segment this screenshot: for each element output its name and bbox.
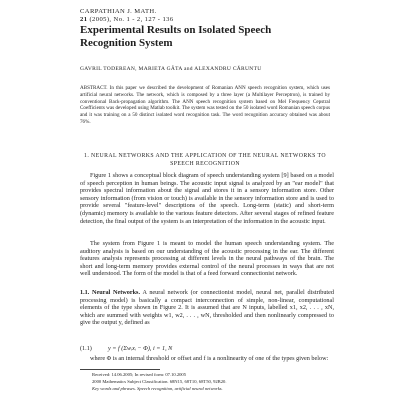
paper-title: Experimental Results on Isolated Speech Recognition System bbox=[80, 24, 272, 49]
journal-name: CARPATHIAN J. MATH. bbox=[80, 8, 157, 15]
paragraph-4: where Φ is an internal threshold or offset and f is a nonlinearity of one of the types given below: bbox=[90, 355, 329, 362]
abstract bbox=[80, 85, 330, 126]
paragraph-2: The system from Figure 1 is meant to model the human speech understanding system. The auditory analysis is based on our understanding of the acoustic processing in the ear. The different features analysis represents processing at different levels in the neural pathways of the brain. The short and long-term memory provides external control of the neural processes in ways that are not well understood. The form of the model is that of a feed forward connectionist network. bbox=[80, 240, 334, 278]
keywords-label: Key words and phrases. bbox=[92, 386, 136, 391]
footnote-rule bbox=[80, 369, 160, 370]
paper-authors: GAVRIL TODEREAN, MARIETA GÂTA and ALEXANDRU CĂRUNTU bbox=[80, 66, 262, 72]
equation-number: (1.1) bbox=[80, 345, 92, 352]
paragraph-3-text: A neural network (or connectionist model, neural net, parallel distributed processing model) is basically a compact interconnection of simple, non-linear, computational elements of the type shown in Figure 2. It is assumed that are N inputs, labelled x1, x2, . . . , xN, which are summed with weights w1, w2, . . . , wN, thresholded and then nonlinearly compressed to give the output y, defined as bbox=[80, 289, 334, 327]
keywords-text: Speech recognition, artificial neural networks. bbox=[135, 386, 223, 391]
journal-volume-number: 21 bbox=[80, 16, 88, 23]
journal-header bbox=[80, 8, 174, 24]
journal-issue-pages: (2005), No. 1 - 2, 127 - 136 bbox=[87, 16, 174, 23]
footnote-received: Received: 14.06.2005; In revised form: 07.10.2005 bbox=[92, 372, 187, 377]
equation-body: y = f (Σwᵢxᵢ − Φ), i = 1, N bbox=[108, 345, 173, 352]
paragraph-1: Figure 1 shows a conceptual block diagram of speech understanding system [9] based on a model of speech perception in human beings. The acoustic input signal is analyzed by an "ear model" that provides spectral information about the signal and stores it in a sensory information store. Other sensory information (from vision or touch) is available in the sensory information store and is used to provide several "feature-level" descriptions of the speech. Long-term (static) and short-term (dynamic) memory is available to the various feature detectors. After several stages of refined feature detection, the final output of the system is an interpretation of the information in the acoustic input. bbox=[80, 172, 334, 225]
abstract-text: In this paper we described the development of Romanian ANN speech recognition system, which uses artificial neural networks. The network, which is composed by a three layer (a Multilayer Perceptron), is trained by conventional Back-propagation algorithm. The ANN speech recognition system based on Mel Frequency Cepstral Coefficients was developed using Matlab toolkit. The system was tested on the 50 isolated word Romanian speech corpus and it was training on a 50 distinct isolated word recognition task. The word recognition accuracy obtained was about 76%. bbox=[80, 85, 330, 125]
paragraph-neural-networks bbox=[80, 289, 334, 327]
abstract-label: ABSTRACT. bbox=[80, 85, 108, 91]
section-heading: 1. NEURAL NETWORKS AND THE APPLICATION OF THE NEURAL NETWORKS TO SPEECH RECOGNITION bbox=[84, 153, 326, 167]
journal-volume bbox=[80, 16, 174, 24]
footnote-keywords bbox=[92, 386, 223, 392]
footnote-msc: 2000 Mathematics Subject Classification. 68N15, 68T10, 68T50, 92B20. bbox=[92, 379, 227, 384]
subsection-label: 1.1. Neural Networks. bbox=[80, 289, 141, 296]
